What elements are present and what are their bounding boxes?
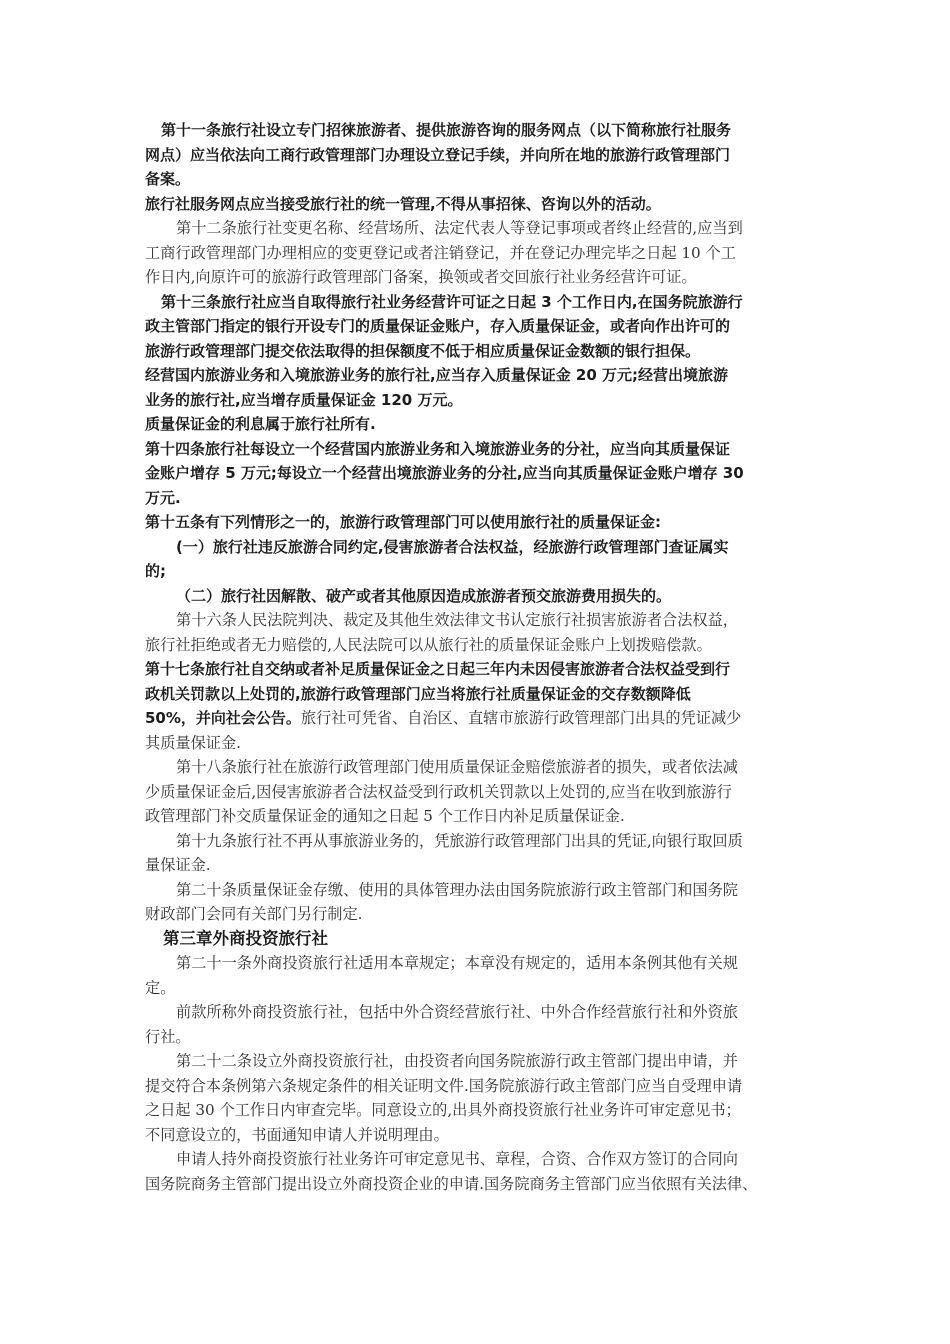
text-line: 的; — [145, 562, 166, 580]
text-line: 作日内,向原许可的旅游行政管理部门备案，换领或者交回旅行社业务经营许可证。 — [145, 268, 697, 286]
text-line: 万元. — [145, 488, 181, 507]
text-line: 工商行政管理部门办理相应的变更登记或者注销登记，并在登记办理完毕之日起 10 个工 — [145, 243, 736, 262]
text-line: 网点）应当依法向工商行政管理部门办理设立登记手续，并向所在地的旅游行政管理部门 — [145, 145, 731, 164]
text-line: (一）旅行社违反旅游合同约定,侵害旅游者合法权益，经旅游行政管理部门查证属实 — [176, 537, 729, 556]
chapter-heading: 第三章外商投资旅行社 — [163, 928, 328, 948]
text-line: 第十一条旅行社设立专门招徕旅游者、提供旅游咨询的服务网点（以下简称旅行社服务 — [161, 121, 732, 139]
text-line: 旅行社拒绝或者无力赔偿的,人民法院可以从旅行社的质量保证金账户上划拨赔偿款。 — [145, 635, 712, 654]
regular-text-run: 旅行社可凭省、自治区、直辖市旅游行政管理部门出具的凭证减少 — [300, 709, 742, 727]
text-line: 第十八条旅行社在旅游行政管理部门使用质量保证金赔偿旅游者的损失，或者依法减 — [176, 758, 738, 776]
text-line: 第十三条旅行社应当自取得旅行社业务经营许可证之日起 3 个工作日内,在国务院旅游行 — [161, 292, 743, 311]
text-line: 财政部门会同有关部门另行制定. — [145, 905, 363, 923]
text-line: 量保证金. — [145, 856, 211, 874]
text-line: 第十五条有下列情形之一的，旅游行政管理部门可以使用旅行社的质量保证金: — [145, 513, 662, 531]
text-line: 第十七条旅行社自交纳或者补足质量保证金之日起三年内未因侵害旅游者合法权益受到行 — [145, 660, 731, 678]
text-line: 提交符合本条例第六条规定条件的相关证明文件.国务院旅游行政主管部门应当自受理申请 — [145, 1076, 743, 1095]
text-line: 第二十一条外商投资旅行社适用本章规定；本章没有规定的，适用本条例其他有关规 — [176, 954, 738, 972]
text-line: 其质量保证金. — [145, 733, 241, 752]
text-line: 国务院商务主管部门提出设立外商投资企业的申请.国务院商务主管部门应当依照有关法律、 — [145, 1174, 758, 1193]
text-line: 备案。 — [145, 170, 191, 188]
bold-text-run: 50%，并向社会公告。 — [145, 709, 301, 727]
text-line: 金账户增存 5 万元;每设立一个经营出境旅游业务的分社,应当向其质量保证金账户增存 30 — [145, 464, 744, 482]
text-line: 之日起 30 个工作日内审查完毕。同意设立的,出具外商投资旅行社业务许可审定意见书； — [145, 1101, 741, 1119]
text-line: 经营国内旅游业务和入境旅游业务的旅行社,应当存入质量保证金 20 万元;经营出境旅游 — [145, 366, 729, 384]
text-line: 政主管部门指定的银行开设专门的质量保证金账户，存入质量保证金，或者向作出许可的 — [145, 317, 731, 335]
text-line: 行社。 — [145, 1027, 191, 1046]
text-line: 少质量保证金后,因侵害旅游者合法权益受到行政机关罚款以上处罚的,应当在收到旅游行 — [145, 782, 732, 801]
text-line: 政机关罚款以上处罚的,旅游行政管理部门应当将旅行社质量保证金的交存数额降低 — [145, 684, 691, 703]
text-line: 旅游行政管理部门提交依法取得的担保额度不低于相应质量保证金数额的银行担保。 — [145, 341, 701, 360]
text-line: 申请人持外商投资旅行社业务许可审定意见书、章程，合资、合作双方签订的合同向 — [176, 1150, 738, 1168]
text-line: 质量保证金的利息属于旅行社所有. — [145, 415, 376, 433]
text-line: 第二十二条设立外商投资旅行社，由投资者向国务院旅游行政主管部门提出申请，并 — [176, 1052, 738, 1070]
text-line: 旅行社服务网点应当接受旅行社的统一管理,不得从事招徕、咨询以外的活动。 — [145, 194, 661, 213]
document-body — [145, 118, 825, 1196]
text-line: 业务的旅行社,应当增存质量保证金 120 万元。 — [145, 390, 463, 409]
text-line: 前款所称外商投资旅行社，包括中外合资经营旅行社、中外合作经营旅行社和外资旅 — [176, 1003, 738, 1021]
text-line: 第十六条人民法院判决、裁定及其他生效法律文书认定旅行社损害旅游者合法权益， — [176, 611, 738, 629]
text-line: 政管理部门补交质量保证金的通知之日起 5 个工作日内补足质量保证金. — [145, 807, 625, 825]
text-line: （二）旅行社因解散、破产或者其他原因造成旅游者预交旅游费用损失的。 — [176, 586, 672, 605]
text-line: 定。 — [145, 978, 176, 997]
text-line: 不同意设立的，书面通知申请人并说明理由。 — [145, 1125, 449, 1144]
text-line: 第十四条旅行社每设立一个经营国内旅游业务和入境旅游业务的分社，应当向其质量保证 — [145, 439, 731, 458]
text-line: 第十二条旅行社变更名称、经营场所、法定代表人等登记事项或者终止经营的,应当到 — [176, 219, 743, 237]
text-line: 第二十条质量保证金存缴、使用的具体管理办法由国务院旅游行政主管部门和国务院 — [176, 880, 738, 899]
text-line — [145, 706, 825, 731]
text-line: 第十九条旅行社不再从事旅游业务的，凭旅游行政管理部门出具的凭证,向银行取回质 — [176, 831, 743, 850]
